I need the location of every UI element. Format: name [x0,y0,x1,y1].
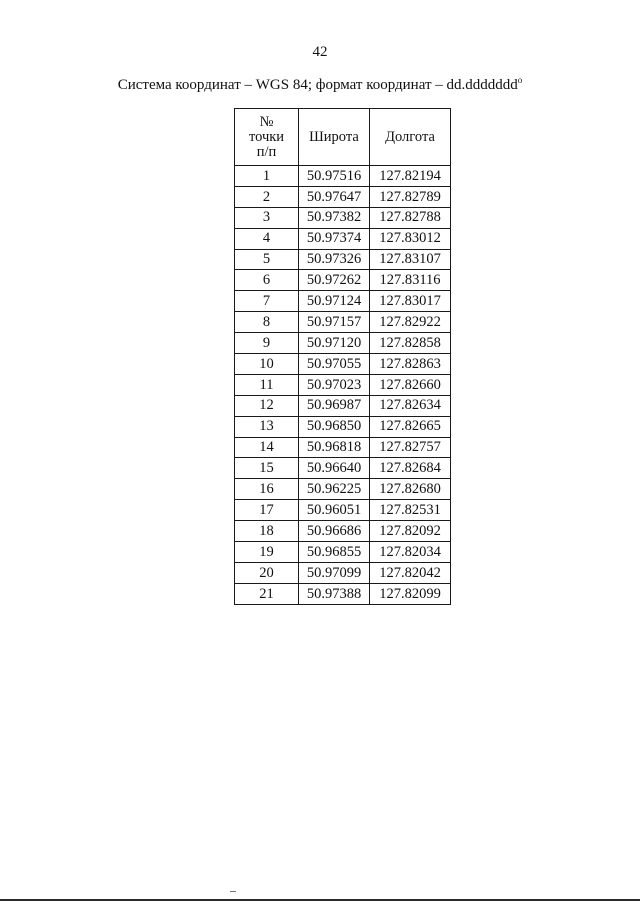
cell-longitude: 127.82634 [370,395,451,416]
header-pp-abbrev: п/п [256,143,277,160]
cell-latitude: 50.97388 [299,583,370,604]
cell-point-number: 11 [235,374,299,395]
cell-latitude: 50.96640 [299,458,370,479]
table-row [235,207,451,228]
cell-latitude: 50.97055 [299,354,370,375]
cell-latitude: 50.97374 [299,228,370,249]
cell-latitude: 50.97099 [299,562,370,583]
cell-point-number: 9 [235,333,299,354]
table-row [235,249,451,270]
cell-longitude: 127.83017 [370,291,451,312]
cell-longitude: 127.82531 [370,500,451,521]
cell-longitude: 127.83116 [370,270,451,291]
cell-longitude: 127.82684 [370,458,451,479]
coordinates-table [234,108,451,605]
heading-text: Система координат – WGS 84; формат координат – dd.ddddddd [117,77,518,93]
scan-speck [230,891,236,892]
table-row [235,479,451,500]
cell-latitude: 50.97647 [299,186,370,207]
table-row [235,374,451,395]
cell-point-number: 15 [235,458,299,479]
cell-latitude: 50.97262 [299,270,370,291]
cell-longitude: 127.83107 [370,249,451,270]
header-number-sign: № [259,113,274,130]
cell-point-number: 21 [235,583,299,604]
cell-point-number: 7 [235,291,299,312]
cell-point-number: 16 [235,479,299,500]
cell-latitude: 50.97023 [299,374,370,395]
cell-latitude: 50.96855 [299,542,370,563]
degree-mark: о [517,75,523,85]
cell-latitude: 50.97124 [299,291,370,312]
table-row [235,562,451,583]
table-row [235,166,451,187]
cell-longitude: 127.82660 [370,374,451,395]
cell-point-number: 14 [235,437,299,458]
cell-latitude: 50.96225 [299,479,370,500]
cell-point-number: 19 [235,542,299,563]
cell-longitude: 127.82680 [370,479,451,500]
cell-point-number: 8 [235,312,299,333]
cell-point-number: 6 [235,270,299,291]
cell-latitude: 50.96818 [299,437,370,458]
table-row [235,186,451,207]
cell-longitude: 127.82034 [370,542,451,563]
cell-latitude: 50.97516 [299,166,370,187]
cell-longitude: 127.82788 [370,207,451,228]
cell-latitude: 50.96686 [299,521,370,542]
header-latitude: Широта [299,109,370,166]
cell-point-number: 1 [235,166,299,187]
cell-longitude: 127.82922 [370,312,451,333]
cell-point-number: 12 [235,395,299,416]
cell-longitude: 127.82099 [370,583,451,604]
cell-latitude: 50.96051 [299,500,370,521]
header-point-word: точки [248,128,285,145]
cell-latitude: 50.96987 [299,395,370,416]
table-row [235,270,451,291]
cell-longitude: 127.82858 [370,333,451,354]
cell-latitude: 50.97120 [299,333,370,354]
coordinate-system-heading [0,75,640,94]
table-row [235,291,451,312]
cell-point-number: 20 [235,562,299,583]
cell-latitude: 50.96850 [299,416,370,437]
coordinates-table-head [235,109,451,166]
cell-point-number: 2 [235,186,299,207]
table-row [235,312,451,333]
cell-point-number: 5 [235,249,299,270]
table-row [235,500,451,521]
header-longitude: Долгота [370,109,451,166]
cell-point-number: 10 [235,354,299,375]
table-row [235,395,451,416]
table-row [235,542,451,563]
table-row [235,228,451,249]
header-row [235,109,451,166]
cell-longitude: 127.82789 [370,186,451,207]
table-row [235,437,451,458]
cell-longitude: 127.82757 [370,437,451,458]
coordinates-table-body [235,166,451,605]
header-point-number [235,109,299,166]
table-row [235,458,451,479]
table-row [235,354,451,375]
page-number: 42 [312,44,328,60]
cell-point-number: 13 [235,416,299,437]
cell-point-number: 18 [235,521,299,542]
cell-latitude: 50.97157 [299,312,370,333]
table-row [235,333,451,354]
cell-longitude: 127.82042 [370,562,451,583]
cell-longitude: 127.82092 [370,521,451,542]
cell-point-number: 17 [235,500,299,521]
cell-longitude: 127.82863 [370,354,451,375]
cell-latitude: 50.97382 [299,207,370,228]
cell-longitude: 127.82194 [370,166,451,187]
cell-longitude: 127.83012 [370,228,451,249]
page-bottom-edge [0,899,640,901]
cell-point-number: 3 [235,207,299,228]
cell-latitude: 50.97326 [299,249,370,270]
table-row [235,521,451,542]
table-row [235,416,451,437]
cell-longitude: 127.82665 [370,416,451,437]
cell-point-number: 4 [235,228,299,249]
table-row [235,583,451,604]
